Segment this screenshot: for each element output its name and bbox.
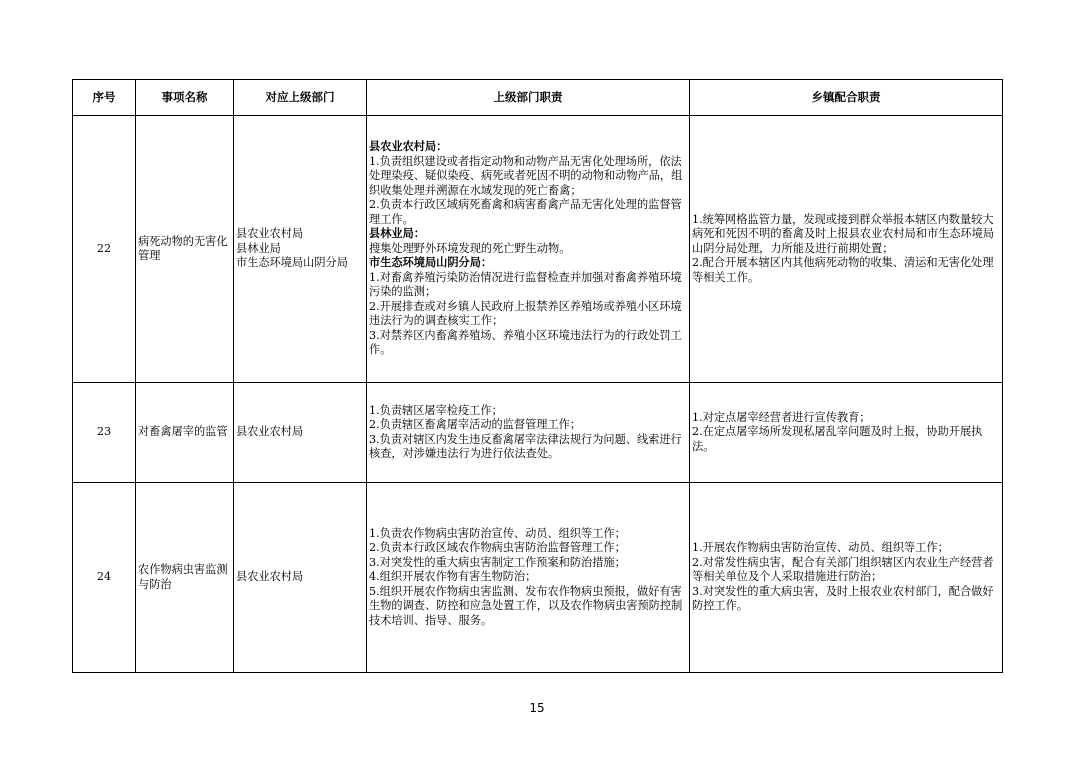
duty-item: 1.负责组织建设或者指定动物和动物产品无害化处理场所，依法处理染疫、疑似染疫、病死或者死因不明的动物和动物产品，组织收集处理并溯源在水域发现的死亡畜禽； [369,154,683,197]
township-duty-item: 1.对定点屠宰经营者进行宣传教育； [692,410,871,424]
header-superior-dept: 对应上级部门 [234,80,367,116]
duty-item: 4.组织开展农作物有害生物防治； [369,570,537,584]
duty-item: 2.开展排查或对乡镇人民政府上报禁养区养殖场或养殖小区环境违法行为的调查核实工作； [369,299,682,328]
header-number: 序号 [73,80,136,116]
township-duty-item: 1.统筹网格监管力量，发现或接到群众举报本辖区内数量较大病死和死因不明的畜禽及时上报县农业农村局和市生态环境局山阴分局处理，力所能及进行前期处置； [692,212,995,255]
item-name: 对畜禽屠宰的监管 [136,383,234,483]
row-number: 23 [73,383,136,483]
duty-item: 3.对突发性的重大病虫害制定工作预案和防治措施； [369,555,626,569]
duty-item: 2.负责本行政区域农作物病虫害防治监督管理工作； [369,541,626,555]
department: 县农业农村局 [236,227,304,241]
header-township-duties: 乡镇配合职责 [690,80,1003,116]
duty-item: 3.负责对辖区内发生违反畜禽屠宰法律法规行为问题、线索进行核查，对涉嫌违法行为进行依法查处。 [369,432,682,460]
township-duty-item: 2.对常发性病虫害，配合有关部门组织辖区内农业生产经营者等相关单位及个人采取措施进行防治； [692,555,994,584]
department: 县林业局 [236,241,281,255]
township-duty-item: 1.开展农作物病虫害防治宣传、动员、组织等工作； [692,541,949,555]
table-row [73,483,1003,673]
duty-item: 1.负责辖区屠宰检疫工作； [369,403,503,417]
department: 县农业农村局 [236,425,304,439]
duty-item: 1.对畜禽养殖污染防治情况进行监督检查并加强对畜禽养殖环境污染的监测； [369,270,682,299]
table-row [73,383,1003,483]
header-item-name: 事项名称 [136,80,234,116]
superior-departments [234,483,367,673]
duty-item: 5.组织开展农作物病虫害监测、发布农作物病虫预报，做好有害生物的调查、防控和应急处置工作，以及农作物病虫害预防控制技术培训、指导、服务。 [369,584,683,627]
duty-heading: 县林业局： [369,227,425,241]
page-number: 15 [529,701,545,715]
township-duty-item: 3.对突发性的重大病虫害，及时上报农业农村部门，配合做好防控工作。 [692,584,994,613]
township-duties [690,483,1003,673]
duty-item: 3.对禁养区内畜禽养殖场、养殖小区环境违法行为的行政处罚工作。 [369,328,682,357]
township-duties [690,116,1003,383]
row-number: 22 [73,116,136,383]
superior-duties [367,383,690,483]
department: 市生态环境局山阴分局 [236,256,348,270]
duty-item: 搜集处理野外环境发现的死亡野生动物。 [369,241,571,255]
row-number: 24 [73,483,136,673]
table-row [73,116,1003,383]
item-name: 农作物病虫害监测与防治 [136,483,234,673]
township-duty-item: 2.在定点屠宰场所发现私屠乱宰问题及时上报，协助开展执法。 [692,425,983,453]
duties-table [72,79,1003,673]
superior-duties [367,116,690,383]
header-superior-duties: 上级部门职责 [367,80,690,116]
township-duty-item: 2.配合开展本辖区内其他病死动物的收集、清运和无害化处理等相关工作。 [692,256,994,284]
duty-heading: 县农业农村局： [369,140,448,154]
duty-heading: 市生态环境局山阴分局： [369,256,493,270]
duty-item: 2.负责本行政区域病死畜禽和病害畜禽产品无害化处理的监督管理工作。 [369,198,682,226]
department: 县农业农村局 [236,570,304,584]
township-duties [690,383,1003,483]
duty-item: 1.负责农作物病虫害防治宣传、动员、组织等工作； [369,526,626,540]
superior-departments [234,383,367,483]
table-header-row [73,80,1003,116]
item-name: 病死动物的无害化管理 [136,116,234,383]
superior-departments [234,116,367,383]
duty-item: 2.负责辖区畜禽屠宰活动的监督管理工作； [369,418,582,431]
superior-duties [367,483,690,673]
